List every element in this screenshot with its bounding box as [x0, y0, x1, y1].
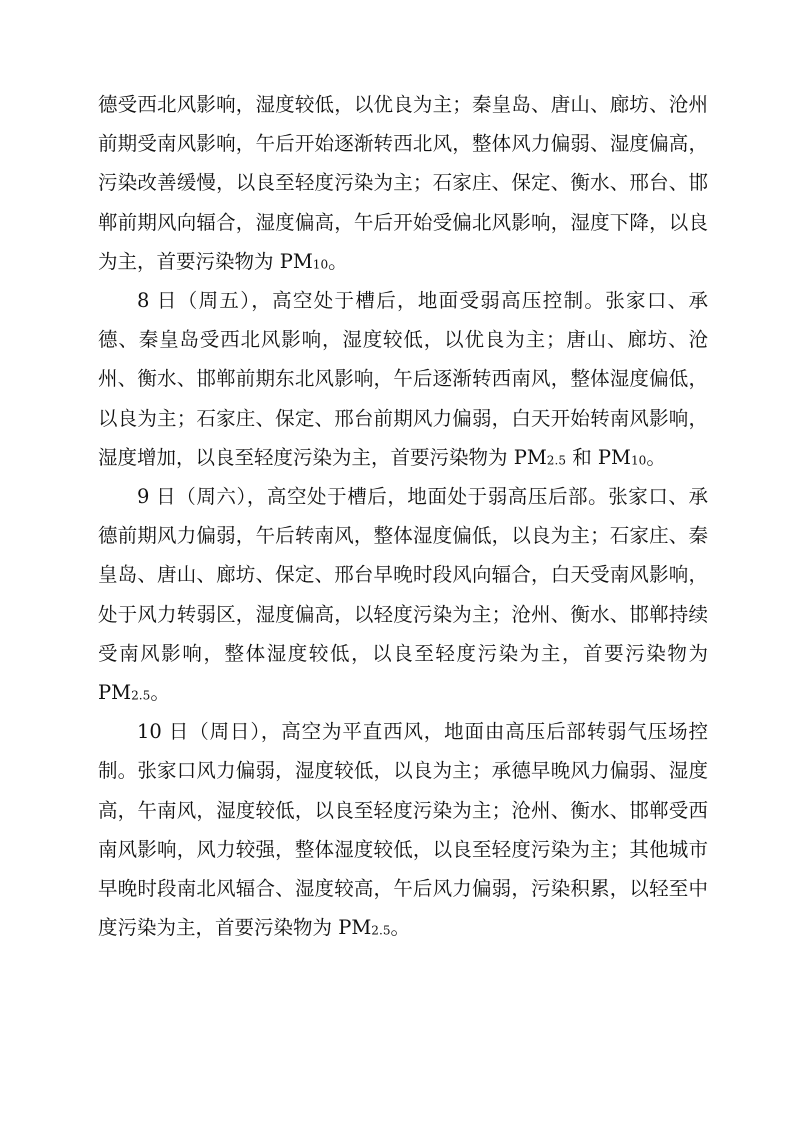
paragraph-text: 10 日（周日），高空为平直西风，地面由高压后部转弱气压场控制。张家口风力偏弱，湿度较低，以良为主；承德早晚风力偏弱、湿度高，午南风，湿度较低，以良至轻度污染为主；沧州、衡水、邯郸受西南风影响，风力较强，整体湿度较低，以良至轻度污染为主；其他城市早晚时段南北风辐合、湿度较高，午后风力偏弱，污染积累，以轻至中度污染为主，首要污染物为 PM	[98, 720, 708, 940]
subscript-text: 2.5	[546, 453, 567, 468]
paragraph-text: 。	[328, 249, 348, 273]
paragraph-day-8	[98, 281, 708, 477]
paragraph-continuation	[98, 85, 708, 281]
subscript-text: 2.5	[371, 923, 391, 938]
paragraph-text: 9 日（周六），高空处于槽后，地面处于弱高压后部。张家口、承德前期风力偏弱，午后转南风，整体湿度偏低，以良为主；石家庄、秦皇岛、唐山、廊坊、保定、邢台早晚时段风向辐合，白天受南风影响，处于风力转弱区，湿度偏高，以轻度污染为主；沧州、衡水、邯郸持续受南风影响，整体湿度较低，以良至轻度污染为主，首要污染物为 PM	[98, 485, 708, 705]
paragraph-day-9	[98, 477, 708, 712]
document-page	[98, 85, 708, 947]
paragraph-text: 。	[390, 916, 411, 940]
paragraph-text: 德受西北风影响，湿度较低，以优良为主；秦皇岛、唐山、廊坊、沧州前期受南风影响，午后开始逐渐转西北风，整体风力偏弱、湿度偏高，污染改善缓慢，以良至轻度污染为主；石家庄、保定、衡水、邢台、邯郸前期风向辐合，湿度偏高，午后开始受偏北风影响，湿度下降，以良为主，首要污染物为 PM	[98, 93, 708, 273]
paragraph-text: 。	[150, 681, 170, 705]
paragraph-text: 8 日（周五），高空处于槽后，地面受弱高压控制。张家口、承德、秦皇岛受西北风影响，湿度较低，以优良为主；唐山、廊坊、沧州、衡水、邯郸前期东北风影响，午后逐渐转西南风，整体湿度偏低，以良为主；石家庄、保定、邢台前期风力偏弱，白天开始转南风影响，湿度增加，以良至轻度污染为主，首要污染物为 PM	[98, 289, 708, 469]
subscript-text: 10	[312, 257, 329, 272]
subscript-text: 2.5	[131, 688, 151, 703]
paragraph-day-10	[98, 712, 708, 947]
paragraph-text: 。	[646, 445, 666, 469]
paragraph-text: 和 PM	[566, 445, 631, 469]
subscript-text: 10	[631, 453, 647, 468]
